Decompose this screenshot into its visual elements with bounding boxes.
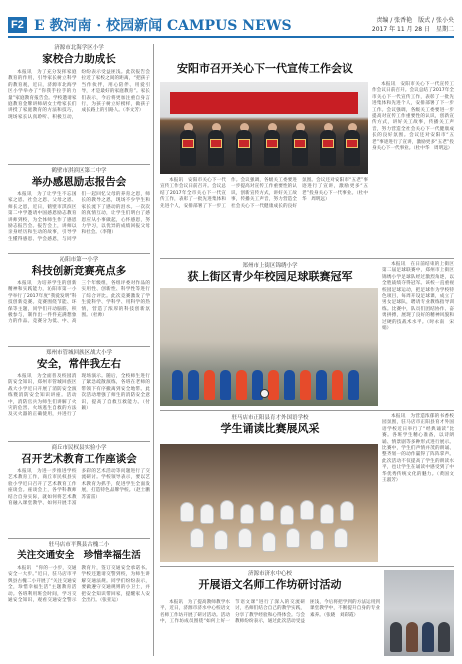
divider: [8, 164, 150, 165]
section-title: E 教河南 · 校园新闻 CAMPUS NEWS: [34, 18, 292, 34]
workshop-photo: [384, 570, 454, 656]
article-body: 本报讯 为培养学生的创新精神和实践能力，沁阳市第一小学举行了2017年度“我爱发明”科技创新竞赛。竞赛围绕节能、环保等主题，同学们开动脑筋，积极参与，制作出一件件充满想象力的作品。竞赛分为低、中、高三个年级组，各组评委对作品的实用性、创新性、科学性等进行了综合评比。此次竞赛激发了学生爱科学、学科学、用科学的热情，营造了浓厚的科技创新氛围。（杜帅）: [8, 281, 150, 325]
page-number: F2: [8, 17, 27, 33]
article-kicker: 商丘市民权县实验小学: [51, 445, 107, 451]
column-divider: [153, 44, 154, 656]
article-headline: 开展语文名师工作坊研讨活动: [198, 578, 342, 591]
article-kicker: 驻马店市正阳县育才外国语学校: [231, 415, 309, 421]
divider: [8, 253, 150, 254]
photo-banner: [170, 92, 358, 114]
article-a6: [8, 541, 150, 656]
divider: [8, 441, 150, 442]
article-body: 本报讯 为全面普及校园消防安全知识，郑州市管城回族区战大小学近日开展了消防安全演练暨消防安全知识讲座。活动中，消防官兵为师生们讲解了火灾的危害、火场逃生自救的方法及灭火器的正确使用，并进行了现场演示。随后，全校师生进行了紧急疏散演练，各班在老师的带领下有序撤离到安全地带。此次活动增强了师生的消防安全意识，提高了自救互救能力。（付颖）: [8, 374, 150, 418]
meeting-photo: [160, 82, 368, 174]
article-a10-head: [160, 570, 380, 598]
article-a2: [8, 167, 150, 251]
article-kicker: 济源市济水中心校: [247, 571, 292, 577]
divider: [160, 258, 454, 259]
article-kicker: 驻马店市平舆县古槐二小: [48, 542, 110, 548]
article-a3: [8, 256, 150, 344]
article-headline: 科技创新竞赛亮点多: [31, 265, 127, 277]
article-kicker: 济源市北海学区小学: [54, 45, 104, 51]
article-body: 本报讯 在日前结束的上街区第二届足球联赛中，郑州市上街区锦绣小学足球队经过激烈角逐，以全胜战绩夺得冠军。该校一直重视校园足球运动，把足球作为学校特色项目，每周开设足球课，成立了男女足球队，聘请专业教练指导训练。比赛中，队员们团结协作、奋勇拼搏，展现了良好的精神风貌和过硬的技战术水平。（时永南 宋娟）: [382, 262, 454, 332]
article-body-side: 本报讯 安阳市关心下一代宣传工作会议日前召开。会议总结了2017年全市关心下一代宣传工作，表彰了一批先进集体和先进个人，安排部署了下一步工作。会议强调，各级关工委要进一步提高对宣传工作重要性的认识，创新宣传方式，讲好关工故事，传播关工声音，努力营造全社会关心下一代健康成长的良好氛围。会议还对安阳市“五老”事迹进行了宣讲，激励更多“五老”投身关心下一代事业。（杜中华 周明远）: [372, 82, 454, 152]
editor-line: 责编 / 张香艳 版式 / 张小央: [376, 17, 454, 24]
article-body: 本报讯 “你的一小步，交通安全一大步。”近日，驻马店市平舆县古槐二小开展了“关注交通安全，珍惜幸福生活”主题教育活动。各班利用班会时间，学习交通安全知识，观看交通安全警示教育片，签订交通安全承诺书。学校还邀请交警到校，为师生讲解交通法规。同学们纷纷表示，要做遵守交通规则的小卫士，并把安全知识带回家，提醒家人安全出行。（张亚运）: [8, 566, 150, 604]
article-a4: [8, 349, 150, 439]
article-a1: [8, 44, 150, 162]
article-body: 本报讯 为了充分发挥家庭教育的作用，引导家长树立科学的教育观，近日，济源市北海学区小学举办了“你我手拉手的力量”家庭教育报告会。学校邀请家庭教育金牌讲师胡女士给家长们讲授了家庭教育的方法和技巧，现场家长认真聆听、积极互动，纷纷表示受益匪浅。此次报告会拉近了家校之间的距离，“把孩子当作伙伴，用心陪伴、用爱引导，才是最好的家庭教育”。家长们表示，今后将更加注重自身言行，为孩子树立好榜样，做孩子成长路上的引路人。（李文芳）: [8, 70, 150, 120]
article-body: 本报讯 为了提高教师教学水平，近日，济源市济水中心校语文名师工作坊开展了研讨活动。活动中，工作坊成员围绕“如何上好一节语文课”进行了深入的交流研讨，名师们结合自己的教学实践，分享了教学经验和心得体会。与会教师纷纷表示，通过此次活动受益匪浅，今后将把学到的方法运用到课堂教学中，不断提升自身的专业素养。（张晓 刘彩霞）: [160, 600, 380, 625]
article-headline: 关注交通安全 珍惜幸福生活: [17, 550, 141, 561]
football-team-photo: [160, 288, 378, 406]
article-kicker: 沁阳市第一小学: [59, 257, 99, 263]
divider: [8, 538, 150, 539]
article-body: 本报讯 安阳市关心下一代宣传工作会议日前召开。会议总结了2017年全市关心下一代宣传工作，表彰了一批先进集体和先进个人，安排部署了下一步工作。会议强调，各级关工委要进一步提高对宣传工作重要性的认识，创新宣传方式，讲好关工故事，传播关工声音，努力营造全社会关心下一代健康成长的良好氛围。会议还对安阳市“五老”事迹进行了宣讲，激励更多“五老”投身关心下一代事业。（杜中华 周明远）: [160, 178, 368, 209]
article-headline: 学生诵读比赛展风采: [220, 422, 320, 435]
article-body: 本报讯 为进一步推进学校艺术教育工作，商丘市民权县实验小学近日召开了艺术教育工作座谈会。座谈会上，各学科教师结合自身实际，就如何将艺术教育融入课堂教学、如何开展丰富多彩的艺术活动等问题进行了交流研讨。学校领导表示，要以艺术教育为抓手，促进学生全面发展，打造特色品牌学校。（赵士鹏 苏雷雷）: [8, 469, 155, 507]
divider: [160, 410, 454, 411]
article-kicker: 郑州市管城回族区战大小学: [45, 350, 112, 356]
article-body: 本报讯 为营造浓郁的书香校园氛围，驻马店市正阳县育才外国语学校近日举行了“经典诵读”比赛。各班学生精心准备，以诗朗诵、情景剧等多种形式进行展示。比赛中，学生们声情并茂的朗诵、整齐划一的动作赢得了阵阵掌声。此次活动不仅提高了学生的朗读水平，也让学生在诵读中感受到了中华优秀传统文化的魅力。（黄国文 王淑芳）: [382, 414, 459, 484]
article-body: 本报讯 为了让学生不忘国家之恩、社会之恩、父母之恩、师长之恩，近日，鹤壁市淇滨区第二中学邀请中国感恩励志教育讲师到校，为全体师生作了感恩励志报告会。报告会上，讲师以亲身经历和生动的故事，引导学生懂得感恩、学会感恩，与同学们一起回忆父母的养育之恩，师长的教导之恩，现场不少学生和家长流下了感动的泪水。一次次的真情互动，让学生们明白了感恩应从小事做起，心怀感恩，努力学习，以优异的成绩回报父母和社会。（李翔）: [8, 192, 150, 242]
date-line: 2017 年 11 月 28 日 星期二: [371, 26, 454, 33]
article-kicker: 鹤壁市淇滨区第二中学: [51, 168, 107, 174]
divider: [8, 346, 150, 347]
article-headline: 安阳市召开关心下一代宣传工作会议: [177, 62, 353, 75]
article-headline: 安全，常伴我左右: [37, 358, 121, 370]
article-headline: 举办感恩励志报告会: [31, 176, 127, 188]
page-header: [8, 14, 454, 38]
reading-contest-photo: [160, 444, 378, 562]
article-a9-head: [160, 414, 380, 440]
divider: [160, 566, 454, 567]
header-meta: [372, 16, 454, 34]
article-headline: 家校合力助成长: [42, 53, 116, 65]
article-a5: [8, 444, 155, 536]
article-headline: 召开艺术教育工作座谈会: [21, 453, 137, 465]
article-kicker: 郑州市上街区锦绣小学: [242, 263, 298, 269]
article-headline: 获上街区青少年校园足球联赛冠军: [187, 270, 353, 283]
